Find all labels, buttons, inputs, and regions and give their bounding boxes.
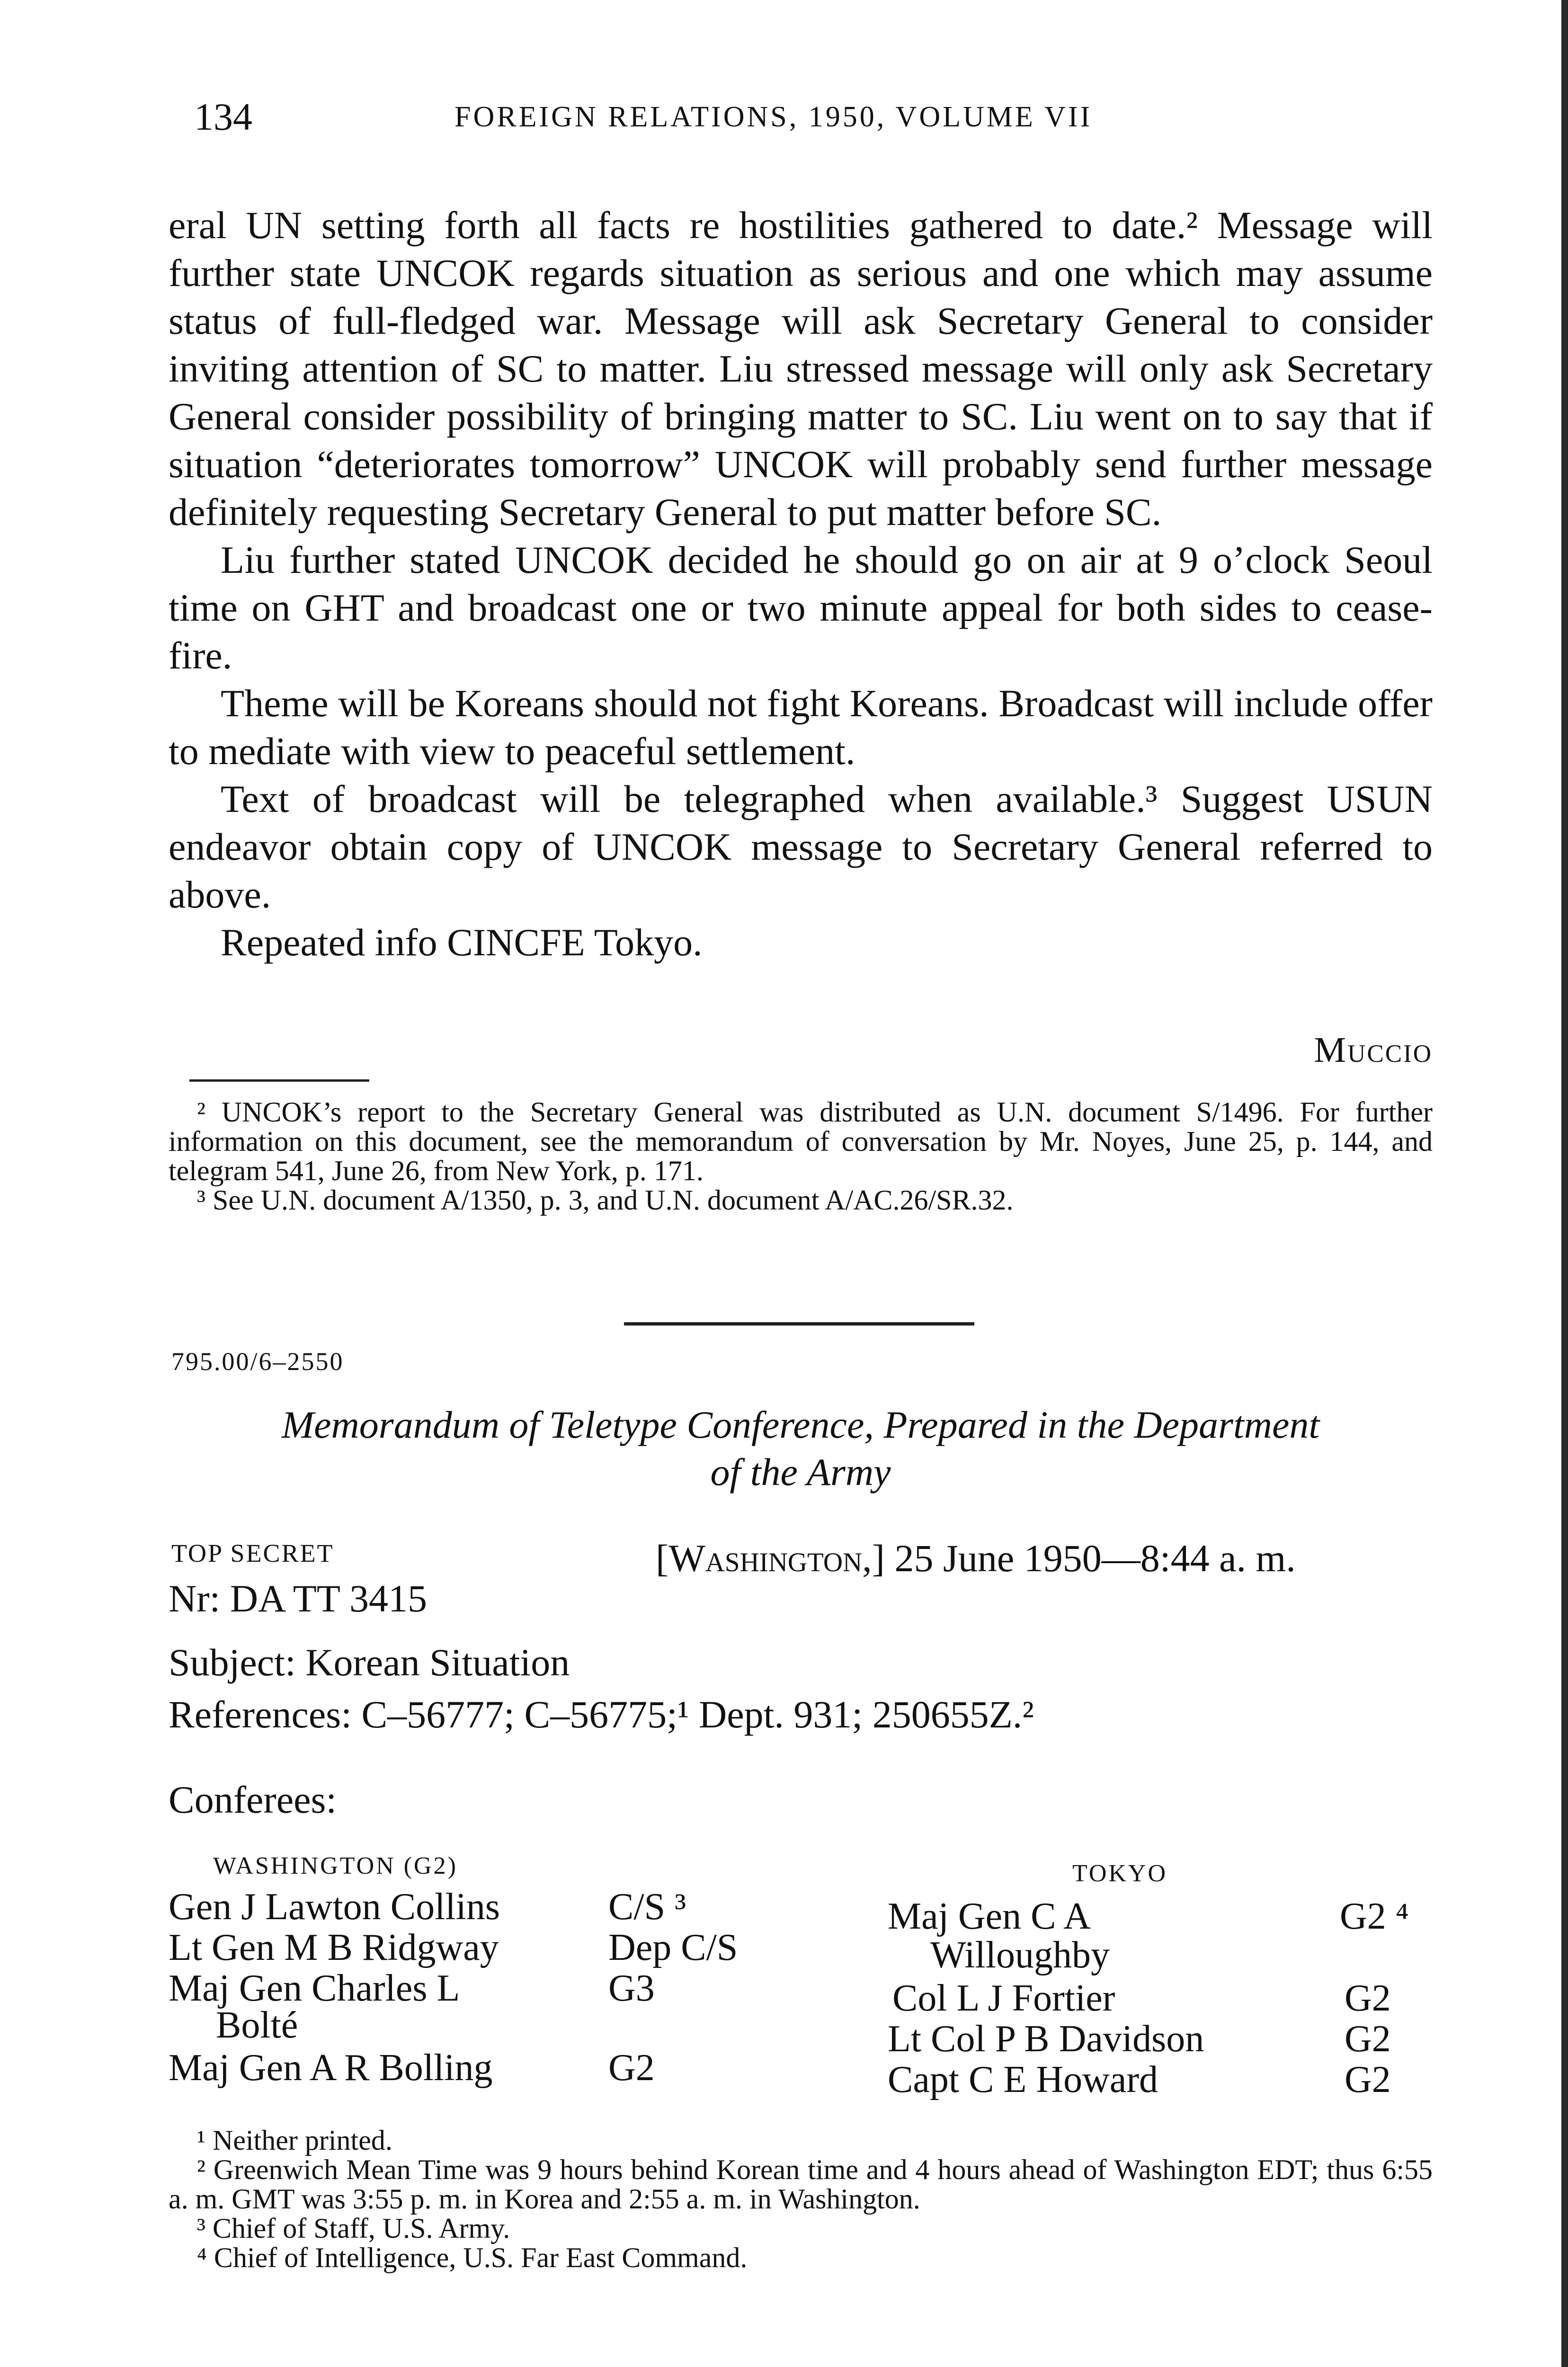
washington-heading: WASHINGTON (G2) <box>213 1852 458 1879</box>
nr-value: DA TT 3415 <box>230 1577 427 1620</box>
footnotes-bottom <box>169 2126 1433 2272</box>
footnote: ² UNCOK’s report to the Secretary General was distributed as U.N. document S/1496. For further information on this document, see the memorandum of conversation by Mr. Noyes, June 25, p. 144, and telegram 541, June 26, from New York, p. 171. <box>169 1096 1433 1186</box>
signature: Muccio <box>1314 1030 1433 1070</box>
scan-edge <box>1561 0 1568 2367</box>
signature-block <box>169 1030 1433 1077</box>
tokyo-name: Col L J Fortier <box>892 1977 1115 2019</box>
title-line: of the Army <box>710 1450 891 1494</box>
footnote: ² Greenwich Mean Time was 9 hours behind Korean time and 4 hours ahead of Washington EDT; thus 6:55 a. m. GMT was 3:55 p. m. in Korea and 2:55 a. m. in Washington. <box>169 2154 1433 2215</box>
conferees-label: Conferees: <box>169 1778 337 1821</box>
subject-line <box>169 1640 570 1685</box>
nr-label: Nr: <box>169 1577 221 1620</box>
paragraph: Liu further stated UNCOK decided he should go on air at 9 o’clock Seoul time on GHT and broadcast one or two minute appeal for both sides to cease-fire. <box>169 538 1433 677</box>
references-value: C–56777; C–56775;¹ Dept. 931; 250655Z.² <box>361 1693 1034 1736</box>
tokyo-name: Capt C E Howard <box>888 2059 1158 2100</box>
tokyo-role: G2 ⁴ <box>1340 1895 1409 1937</box>
washington-role: C/S ³ <box>608 1886 686 1928</box>
paragraph: eral UN setting forth all facts re hostilities gathered to date.² Message will further state UNCOK regards situation as serious and one which may assume status of full-fledged war. Message will ask Secretary General to consider inviting attention of SC to matter. Liu stressed message will only ask Secretary General consider possibility of bringing matter to SC. Liu went on to say that if situation “deteriorates tomorrow” UNCOK will probably send further message definitely requesting Secretary General to put matter before SC. <box>169 204 1433 534</box>
tokyo-name: Lt Col P B Davidson <box>888 2018 1204 2060</box>
washington-name: Lt Gen M B Ridgway <box>169 1927 499 1968</box>
washington-role: G2 <box>608 2047 655 2089</box>
washington-role: G3 <box>608 1967 655 2009</box>
references-line <box>169 1692 1034 1737</box>
paragraph: Theme will be Koreans should not fight Koreans. Broadcast will include offer to mediate with view to peaceful settlement. <box>169 682 1433 773</box>
washington-name: Maj Gen Charles L <box>169 1967 460 2009</box>
washington-name: Bolté <box>216 2004 298 2046</box>
footnote-rule <box>189 1079 369 1082</box>
tokyo-heading: TOKYO <box>1072 1860 1168 1887</box>
bracket: [ <box>656 1537 669 1580</box>
footnote: ³ Chief of Staff, U.S. Army. <box>197 2213 510 2244</box>
nr-line <box>169 1576 427 1621</box>
classification: TOP SECRET <box>171 1539 334 1567</box>
tokyo-role: G2 <box>1345 2059 1391 2100</box>
washington-name: Maj Gen A R Bolling <box>169 2047 493 2089</box>
place-date <box>656 1536 1296 1581</box>
place: Washington <box>668 1537 863 1580</box>
section-divider <box>624 1322 974 1326</box>
washington-role: Dep C/S <box>608 1927 738 1968</box>
footnote: ³ See U.N. document A/1350, p. 3, and U.N. document A/AC.26/SR.32. <box>197 1184 1014 1216</box>
letter-body <box>169 201 1433 966</box>
paragraph: Repeated info CINCFE Tokyo. <box>221 921 703 964</box>
footnotes-top <box>169 1097 1433 1215</box>
subject-value: Korean Situation <box>305 1641 570 1684</box>
title-line: Memorandum of Teletype Conference, Prepared in the Department <box>281 1403 1320 1446</box>
tokyo-name: Maj Gen C A <box>888 1895 1091 1937</box>
tokyo-role: G2 <box>1345 2018 1391 2060</box>
subject-label: Subject: <box>169 1641 296 1684</box>
paragraph: Text of broadcast will be telegraphed when available.³ Suggest USUN endeavor obtain copy of UNCOK message to Secretary General referred to above. <box>169 777 1433 916</box>
running-head: FOREIGN RELATIONS, 1950, VOLUME VII <box>454 101 1093 133</box>
footnote: ¹ Neither printed. <box>197 2125 392 2156</box>
document-number: 795.00/6–2550 <box>171 1347 344 1376</box>
page-header <box>194 95 1425 151</box>
document-title <box>169 1401 1433 1496</box>
footnote: ⁴ Chief of Intelligence, U.S. Far East Command. <box>197 2242 748 2273</box>
page-number: 134 <box>194 95 252 138</box>
date-time: ,] 25 June 1950—8:44 a. m. <box>862 1537 1296 1580</box>
references-label: References: <box>169 1693 352 1736</box>
tokyo-name: Willoughby <box>930 1934 1110 1976</box>
washington-name: Gen J Lawton Collins <box>169 1886 500 1928</box>
tokyo-role: G2 <box>1345 1977 1391 2019</box>
